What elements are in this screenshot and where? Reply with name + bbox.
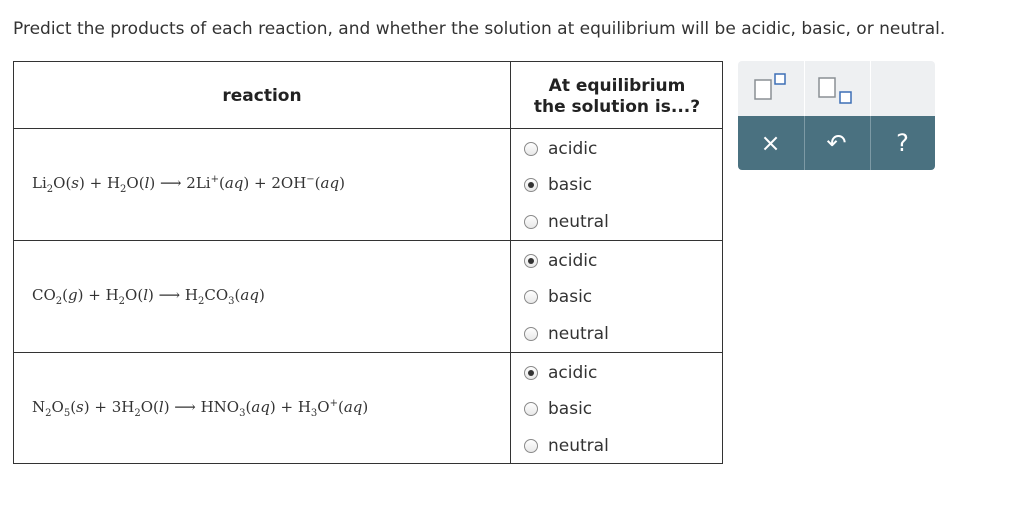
radio-button[interactable] bbox=[524, 254, 538, 268]
row2-option-basic[interactable] bbox=[524, 287, 592, 307]
row2-option-neutral[interactable] bbox=[524, 324, 609, 344]
radio-button[interactable] bbox=[524, 366, 538, 380]
option-label: basic bbox=[548, 287, 593, 307]
radio-button[interactable] bbox=[524, 327, 538, 341]
radio-button[interactable] bbox=[524, 215, 538, 229]
row-divider bbox=[14, 352, 722, 353]
superscript-tool-button[interactable] bbox=[738, 61, 803, 116]
subscript-icon bbox=[804, 61, 869, 116]
subscript-tool-button[interactable] bbox=[804, 61, 869, 116]
reaction-2-equation: $CO_2(g) + H_2O(l)$ ⟶ $H_2CO_3(aq)$ bbox=[32, 286, 265, 307]
option-label: neutral bbox=[548, 324, 609, 344]
help-icon: ? bbox=[896, 129, 909, 157]
option-label: acidic bbox=[548, 139, 598, 159]
row3-option-basic[interactable] bbox=[524, 399, 592, 419]
undo-icon: ↶ bbox=[826, 129, 847, 157]
question-prompt: Predict the products of each reaction, and whether the solution at equilibrium will be acidic, basic, or neutral. bbox=[13, 19, 946, 39]
option-label: basic bbox=[548, 175, 593, 195]
clear-button[interactable] bbox=[738, 116, 803, 170]
radio-button[interactable] bbox=[524, 290, 538, 304]
option-label: acidic bbox=[548, 251, 598, 271]
column-divider bbox=[510, 62, 511, 463]
row3-option-acidic[interactable] bbox=[524, 363, 597, 383]
header-equilibrium-line2: the solution is...? bbox=[533, 97, 701, 117]
radio-button[interactable] bbox=[524, 402, 538, 416]
row2-option-acidic[interactable] bbox=[524, 251, 597, 271]
radio-button[interactable] bbox=[524, 142, 538, 156]
reaction-1-equation: $Li_2O(s) + H_2O(l)$ ⟶ 2Li+(aq) + 2OH−(aq) bbox=[32, 174, 345, 195]
radio-button[interactable] bbox=[524, 178, 538, 192]
help-button[interactable] bbox=[870, 116, 935, 170]
reaction-3-equation: $N_2O_5(s) + 3H_2O(l)$ ⟶ $HNO_3(aq) + H_3O^+(aq)$ bbox=[32, 398, 369, 419]
answer-toolbox bbox=[738, 61, 935, 170]
radio-button[interactable] bbox=[524, 439, 538, 453]
option-label: basic bbox=[548, 399, 593, 419]
close-icon: × bbox=[760, 129, 781, 157]
row1-option-neutral[interactable] bbox=[524, 212, 609, 232]
undo-button[interactable] bbox=[804, 116, 869, 170]
reaction-table bbox=[13, 61, 723, 464]
row1-option-basic[interactable] bbox=[524, 175, 592, 195]
option-label: neutral bbox=[548, 212, 609, 232]
row-divider bbox=[14, 240, 722, 241]
header-reaction: reaction bbox=[222, 86, 302, 106]
toolbox-separator bbox=[870, 61, 871, 116]
option-label: neutral bbox=[548, 436, 609, 456]
header-equilibrium bbox=[511, 76, 723, 118]
superscript-icon bbox=[738, 61, 803, 116]
row3-option-neutral[interactable] bbox=[524, 436, 609, 456]
header-divider bbox=[14, 128, 722, 129]
option-label: acidic bbox=[548, 363, 598, 383]
header-equilibrium-line1: At equilibrium bbox=[548, 76, 686, 96]
row1-option-acidic[interactable] bbox=[524, 139, 597, 159]
